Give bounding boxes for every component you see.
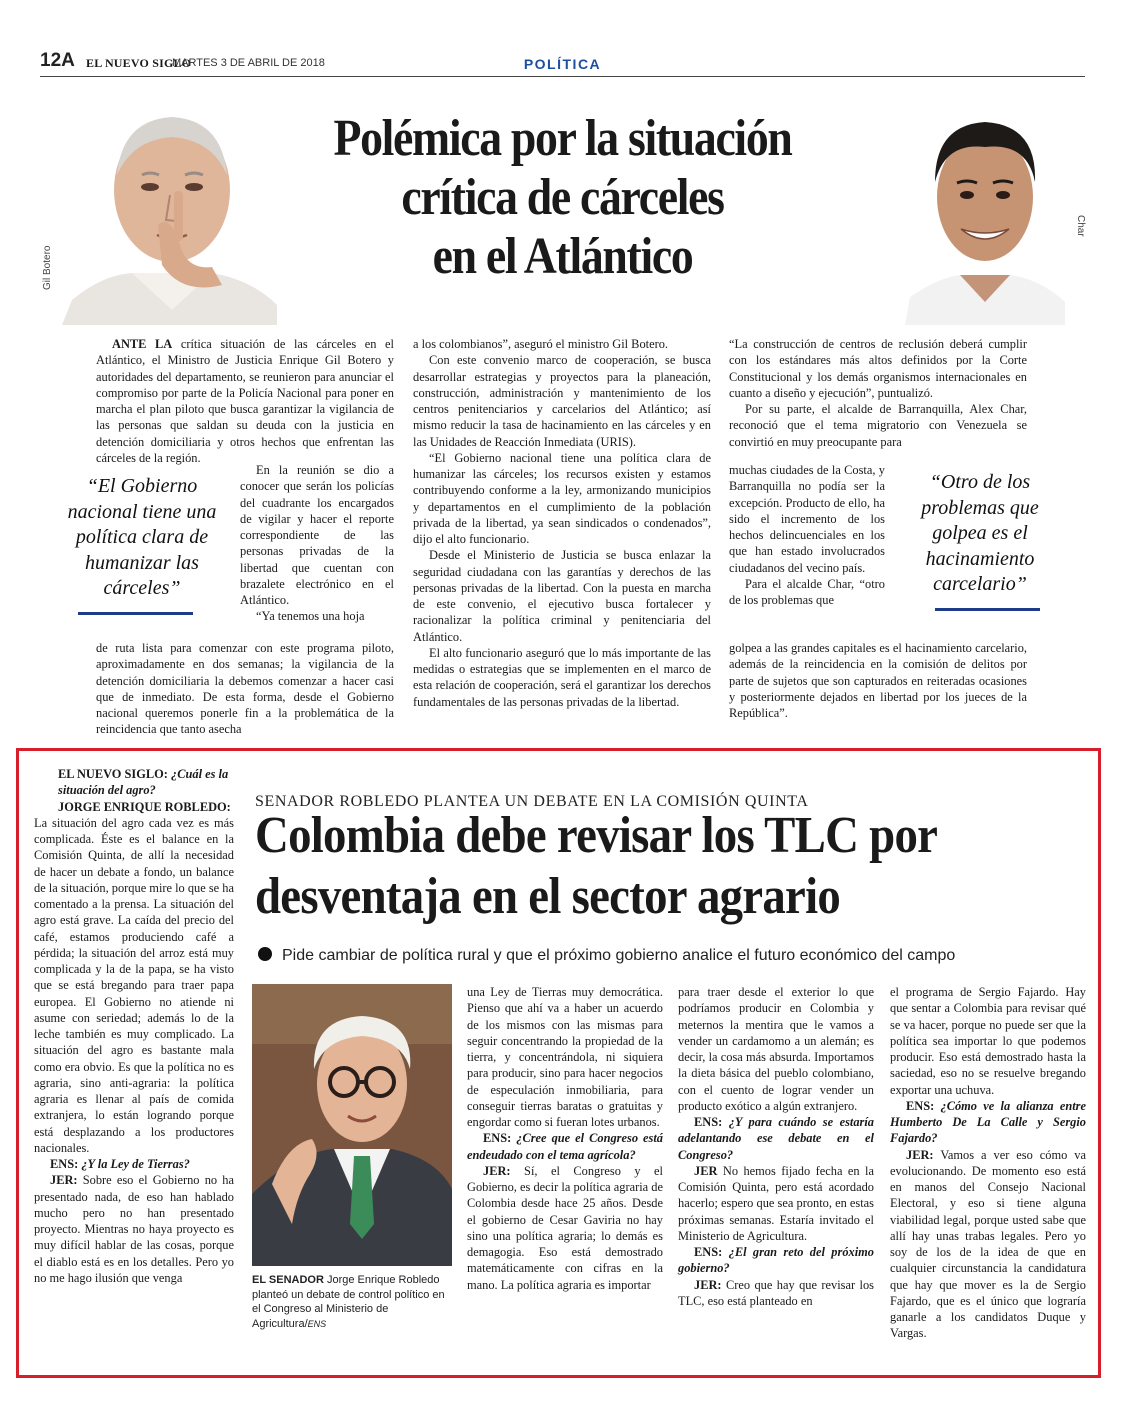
pull-quote-2-rule bbox=[935, 608, 1040, 611]
photo-gil-botero bbox=[62, 95, 277, 325]
paper-name: EL NUEVO SIGLO bbox=[86, 56, 192, 70]
article1-col1-mid: En la reunión se dio a conocer que serán los policías del cuadrante los encargados de vigilar y hacer el reporte correspondiente de las personas privadas de la libertad que cuentan con brazalete electrónico en el Atlántico. “Ya tenemos una hoja bbox=[240, 463, 394, 624]
article1-col1-top: ANTE LA crítica situación de las cárceles en el Atlántico, el Ministro de Justicia Enrique Gil Botero y autoridades del departamento, se reunieron para anunciar el compromiso por parte de la Policía Nacional para poner en marcha el plan piloto que busca garantizar la vigilancia de las personas que saldan su deuda con la justicia en detención domiciliaria y otros hechos que enfrentan las cárceles de la región. bbox=[96, 337, 394, 465]
pull-quote-1: “El Gobierno nacional tiene una política clara de humanizar las cárceles” bbox=[67, 475, 217, 600]
photo-char bbox=[905, 97, 1065, 325]
page-number: 12A bbox=[40, 50, 75, 71]
article2-col2: una Ley de Tierras muy democrática. Pienso que ahí va a haber un acuerdo de los mismos con las mismas para seguir concentrando la propiedad de la tierra, y concentrándola, ni siquiera para producir, sino para hacer negocios de especulación inmobiliaria, para conseguir tierras baratas o gratuitas y engordar como si fueran lotes urbanos. ENS: ¿Cree que el Congreso está endeudado con el tema agrícola? JER: Sí, el Congreso y el Gobierno, es decir la política agraria de Colombia desde hace 25 años. Desde el gobierno de Cesar Gaviria no hay sino una política agraria; lo demás es demagogia. Eso está demostrado matemáticamente con cifras en la mano. La política agraria es importar bbox=[467, 985, 663, 1292]
section-title: POLÍTICA bbox=[523, 56, 602, 72]
issue-date: MARTES 3 DE ABRIL DE 2018 bbox=[172, 57, 325, 69]
photo-caption: EL SENADOR Jorge Enrique Robledo planteó un debate de control político en el Congreso al Ministerio de Agricultura/ENS bbox=[252, 1274, 445, 1330]
pull-quote-2: “Otro de los problemas que golpea es el hacinamiento carcelario” bbox=[921, 471, 1039, 596]
photo-robledo bbox=[252, 984, 452, 1266]
pull-quote-1-rule bbox=[78, 612, 193, 615]
article2-headline: Colombia debe revisar los TLC por desventaja en el sector agrario bbox=[255, 807, 938, 926]
article2-kicker: SENADOR ROBLEDO PLANTEA UN DEBATE EN LA COMISIÓN QUINTA bbox=[255, 793, 809, 810]
article1-col3-bottom: golpea a las grandes capitales es el hacinamiento carcelario, además de la reincidencia en la comisión de delitos por parte de sujetos que son capturados en reiteradas ocasiones y posteriormente dejados en libertad por los jueces de la República”. bbox=[729, 641, 1027, 720]
article1-col2: a los colombianos”, aseguró el ministro Gil Botero. Con este convenio marco de cooperación, se busca desarrollar estrategias y proyectos para la planeación, construcción, administración y mantenimiento de los centros penitenciarios y carcelarios del Atlántico; así mismo reducir la tasa de hacinamiento en las cárceles y en las Unidades de Reacción Inmediata (URIS). “El Gobierno nacional tiene una política clara de humanizar las cárceles; los recursos existen y estamos contribuyendo conforme a la ley, armonizando municipios y departamentos en el cumplimiento de la población privada de la libertad, ya sean sindicados o condenados”, dijo el alto funcionario. Desde el Ministerio de Justicia se busca enlazar la seguridad ciudadana con las garantías y derechos de las personas privadas de la libertad. Con la puesta en marcha de este convenio, el ejecutivo busca fortalecer y racionalizar la política criminal y penitenciaria del Atlántico. El alto funcionario aseguró que lo más importante de las medidas o estrategias que se implementen en el marco de esta relación de cooperación, será el garantizar los derechos fundamentales de las personas privadas de la libertad. bbox=[413, 337, 711, 709]
article2-subdeck: Pide cambiar de política rural y que el próximo gobierno analice el futuro económico del campo bbox=[258, 947, 955, 965]
bullet-dot-icon bbox=[258, 947, 272, 961]
article1-col1-bottom: de ruta lista para comenzar con este programa piloto, aproximadamente en dos semanas; la vigilancia de la detención domiciliaria la debemos comenzar a hacer casi que de inmediato. De esta forma, desde el Gobierno nacional queremos ponerle fin a la problemática de la reincidencia que tanto asecha bbox=[96, 641, 394, 737]
photo-label-gil-botero: Gil Botero bbox=[42, 245, 53, 290]
article1-col3-top: “La construcción de centros de reclusión deberá cumplir con los estándares más altos definidos por la Corte Constitucional y los demás organismos internacionales en cuanto a diseño y ejecución”, puntualizó. Por su parte, el alcalde de Barranquilla, Alex Char, reconoció que el tema migratorio con Venezuela se convirtió en muy preocupante para bbox=[729, 337, 1027, 449]
header-rule bbox=[40, 76, 1085, 77]
article2-left-column: EL NUEVO SIGLO: ¿Cuál es la situación del agro? JORGE ENRIQUE ROBLEDO: La situación del agro cada vez es más complicada. Éste es el balance en la Comisión Quinta, de allí la necesidad de hacer un debate a fondo, un balance de la situación, porque mire lo que se ha comentado a la prensa. La situación del agro está grave. La caída del precio del café, estamos produciendo café a pérdida; la situación del arroz está muy complicada y la de la papa, se ha visto que se está bregando para traer papa europea. El Gobierno no atiende ni asume con seriedad; además lo de la leche también es muy complicado. La situación del agro es bastante mala como era obvio. Es que la política no es agraria, sino anti-agraria: la política agraria es llenar al país de comida extranjera, lo están logrando porque está desplazando a los productores nacionales. ENS: ¿Y la Ley de Tierras? JER: Sobre eso el Gobierno no ha presentado nada, de eso han hablado mucho pero no han presentado proyecto. Mientras no haya proyecto es muy difícil hablar de las cosas, porque el diablo está es en los detalles. Pero yo no me hago ilusión que venga bbox=[34, 767, 234, 1285]
article1-lead-in: ANTE LA bbox=[112, 337, 173, 351]
article1-headline: Polémica por la situación crítica de cárceles en el Atlántico bbox=[333, 110, 792, 285]
article1-col3-mid: muchas ciudades de la Costa, y Barranquilla no podía ser la excepción. Producto de ello, ha sido el incremento de los hechos delincuenciales en los que han estado involucrados ciudadanos del vecino país. Para el alcalde Char, “otro de los problemas que bbox=[729, 463, 885, 607]
article2-col3: para traer desde el exterior lo que podríamos producir en Colombia y meternos la mentira que le vamos a vender un cardamomo a un alemán; es decir, la cosa más absurda. Importamos la dieta básica del pueblo colombiano, con el cuento de lograr vender un producto exótico a algún extranjero. ENS: ¿Y para cuándo se estaría adelantando ese debate en el Congreso? JER No hemos fijado fecha en la Comisión Quinta, pero está acordado hacerlo; espero que sea pronto, en estas próximas semanas. Estaría invitado el Ministerio de Agricultura. ENS: ¿El gran reto del próximo gobierno? JER: Creo que hay que revisar los TLC, eso está planteado en bbox=[678, 985, 874, 1308]
photo-label-char: Char bbox=[1075, 215, 1086, 237]
article2-col4: el programa de Sergio Fajardo. Hay que sentar a Colombia para revisar qué se va hacer, porque no puede ser que la política sea importar lo que podemos producir. Eso está demostrado hasta la saciedad, eso no se resuelve bregando exportar una uchuva. ENS: ¿Cómo ve la alianza entre Humberto De La Calle y Sergio Fajardo? JER: Vamos a ver eso cómo va evolucionando. De momento eso está en manos del Consejo Nacional Electoral, y eso si tiene alguna viabilidad legal, porque usted sabe que allí hay unas trabas legales. Pero yo soy de los de la idea de que en cualquier circunstancia la candidatura que hay que mover es la de Sergio Fajardo, que es el único que lograría ganarle a los candidatos Duque y Vargas. bbox=[890, 985, 1087, 1341]
